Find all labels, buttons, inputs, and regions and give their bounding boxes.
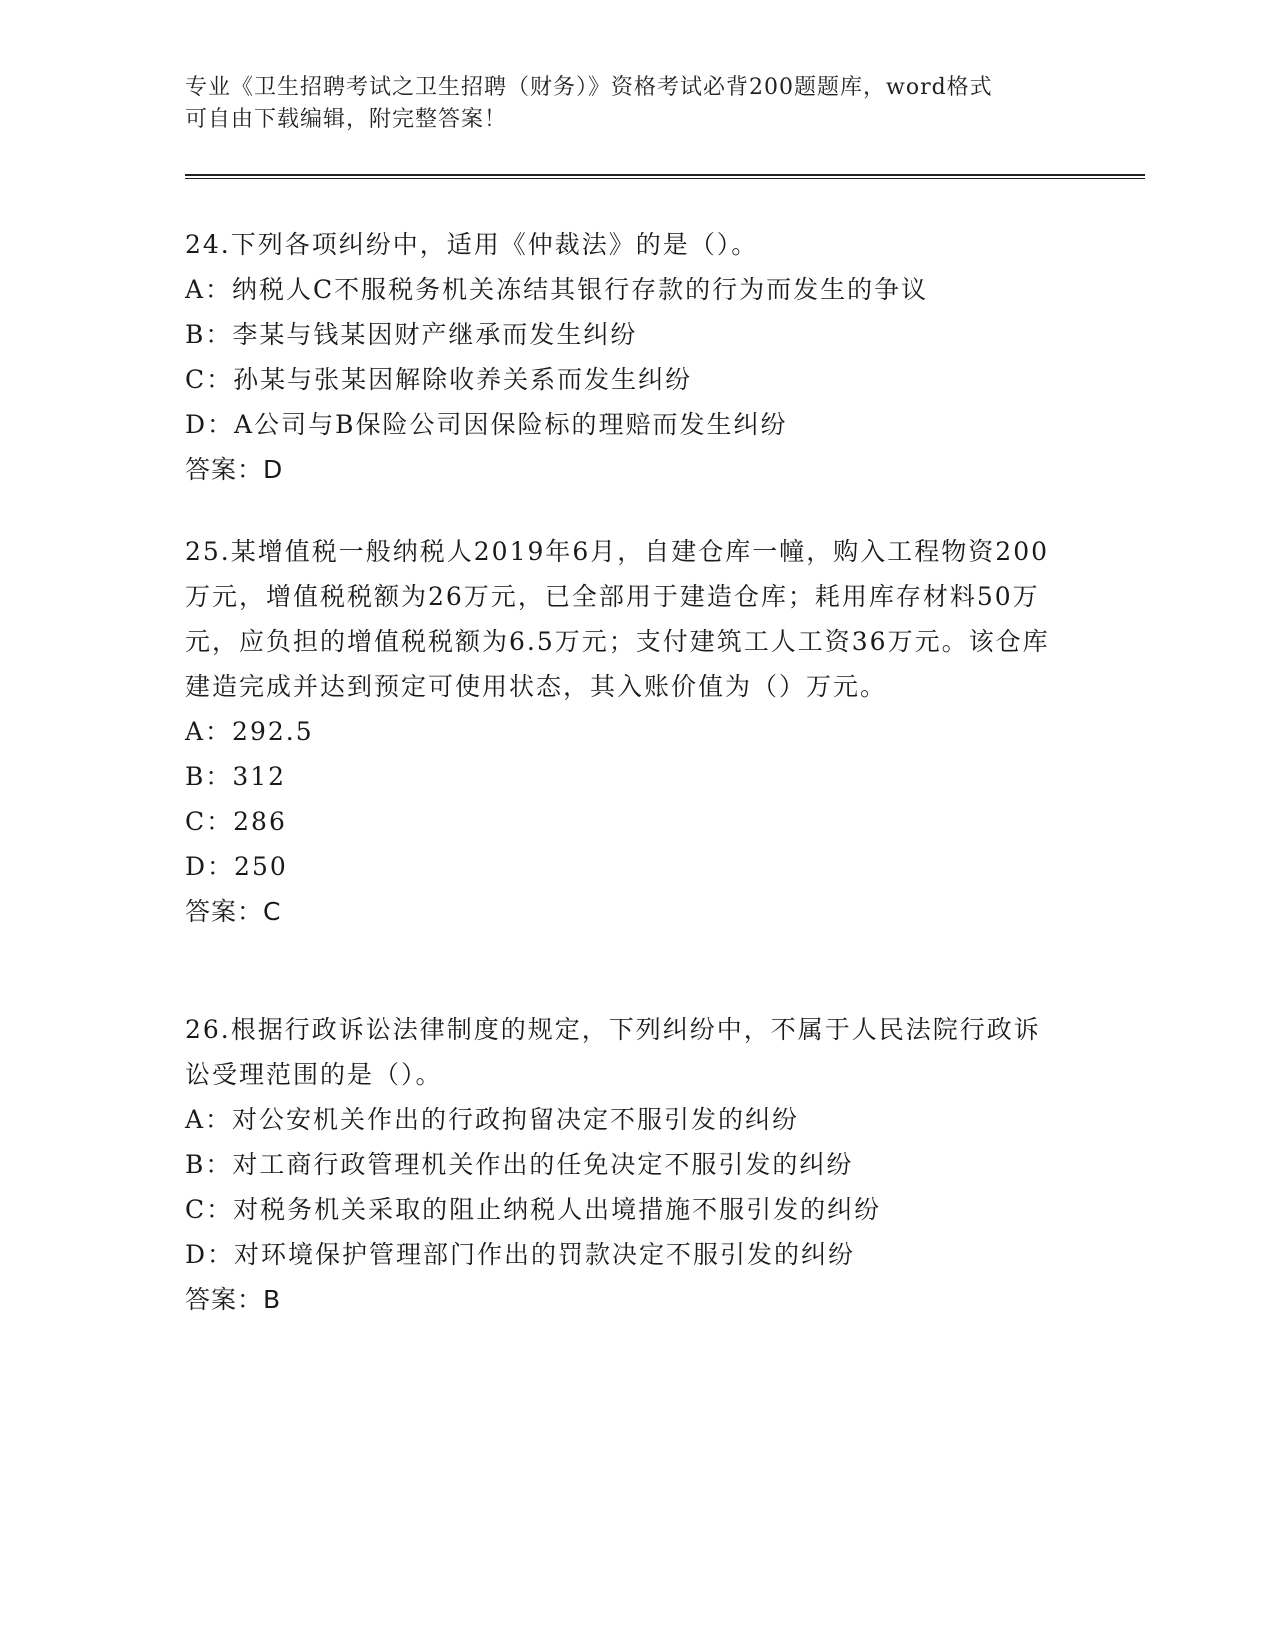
- question-25: [185, 529, 1065, 934]
- answer-label: 答案：D: [185, 455, 284, 484]
- option-a: A：纳税人C不服税务机关冻结其银行存款的行为而发生的争议: [185, 275, 929, 304]
- document-header: [185, 72, 1065, 136]
- question-stem: 25.某增值税一般纳税人2019年6月，自建仓库一幢，购入工程物资200万元，增值税税额为26万元，已全部用于建造仓库；耗用库存材料50万元，应负担的增值税税额为6.5万元；支付建筑工人工资36万元。该仓库建造完成并达到预定可使用状态，其入账价值为（）万元。: [185, 537, 1050, 701]
- option-d: D：对环境保护管理部门作出的罚款决定不服引发的纠纷: [185, 1240, 856, 1269]
- header-divider: [185, 174, 1145, 179]
- option-b: B：对工商行政管理机关作出的任免决定不服引发的纠纷: [185, 1150, 854, 1179]
- header-title-line-1: 专业《卫生招聘考试之卫生招聘（财务）》资格考试必背200题题库，word格式: [185, 75, 993, 100]
- option-d: D：A公司与B保险公司因保险标的理赔而发生纠纷: [185, 410, 788, 439]
- option-c: C：对税务机关采取的阻止纳税人出境措施不服引发的纠纷: [185, 1195, 882, 1224]
- answer-label: 答案：C: [185, 897, 282, 926]
- option-a: A：292.5: [185, 717, 314, 746]
- option-c: C：286: [185, 807, 287, 836]
- option-b: B：李某与钱某因财产继承而发生纠纷: [185, 320, 638, 349]
- header-title-line-2: 可自由下载编辑，附完整答案！: [185, 107, 508, 132]
- option-b: B：312: [185, 762, 287, 791]
- question-stem: 26.根据行政诉讼法律制度的规定，下列纠纷中，不属于人民法院行政诉讼受理范围的是（）。: [185, 1015, 1041, 1089]
- question-stem: 24.下列各项纠纷中，适用《仲裁法》的是（）。: [185, 230, 759, 259]
- question-24: [185, 222, 1065, 492]
- question-26: [185, 1007, 1065, 1322]
- answer-label: 答案：B: [185, 1285, 282, 1314]
- option-a: A：对公安机关作出的行政拘留决定不服引发的纠纷: [185, 1105, 800, 1134]
- option-c: C：孙某与张某因解除收养关系而发生纠纷: [185, 365, 693, 394]
- option-d: D：250: [185, 852, 288, 881]
